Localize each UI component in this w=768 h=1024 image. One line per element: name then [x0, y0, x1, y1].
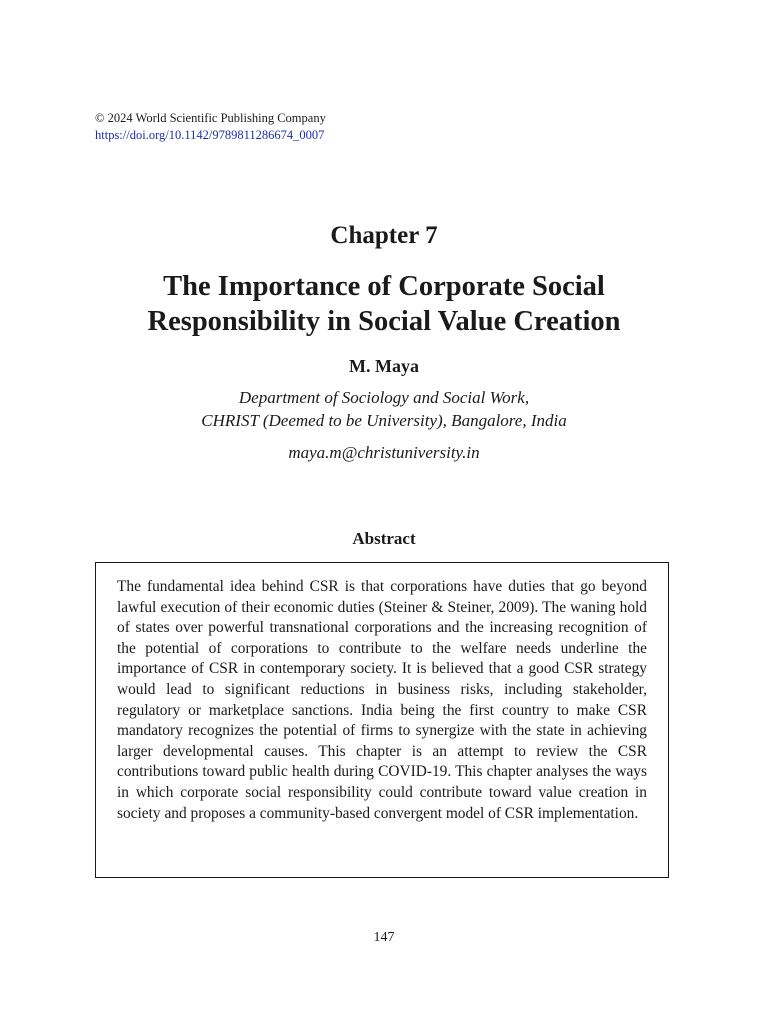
abstract-heading: Abstract: [352, 529, 416, 548]
abstract-text: The fundamental idea behind CSR is that corporations have duties that go beyond lawful execution of their economic duties (Steiner & Steiner, 2009). The waning hold of states over powerful transnational corporations and the increasing recognition of the potential of corporations to contribute to the welfare needs underline the importance of CSR in contemporary society. It is believed that a good CSR strategy would lead to significant reductions in business risks, including stakeholder, regulatory or marketplace sanctions. India being the first country to make CSR mandatory recognizes the potential of firms to synergize with the state in achieving larger developmental causes. This chapter is an attempt to review the CSR contributions toward public health during COVID-19. This chapter analyses the ways in which corporate social responsibility could contribute toward value creation in society and proposes a community-based convergent model of CSR implementation.: [117, 578, 647, 822]
affiliation-line-1: Department of Sociology and Social Work,: [238, 388, 530, 407]
chapter-title: [0, 269, 768, 339]
chapter-number: Chapter 7: [330, 222, 438, 249]
author-email: maya.m@christuniversity.in: [288, 443, 480, 462]
chapter-title-line-1: The Importance of Corporate Social: [163, 271, 605, 302]
copyright-notice: © 2024 World Scientific Publishing Company: [95, 111, 326, 125]
affiliation-line-2: CHRIST (Deemed to be University), Bangalore, India: [201, 411, 567, 430]
chapter-title-line-2: Responsibility in Social Value Creation: [147, 306, 621, 337]
author-affiliation: [0, 386, 768, 432]
author-name: M. Maya: [349, 356, 419, 376]
doi-link[interactable]: https://doi.org/10.1142/9789811286674_0007: [95, 128, 325, 142]
abstract-box: [95, 562, 669, 878]
page-number: 147: [373, 930, 395, 945]
